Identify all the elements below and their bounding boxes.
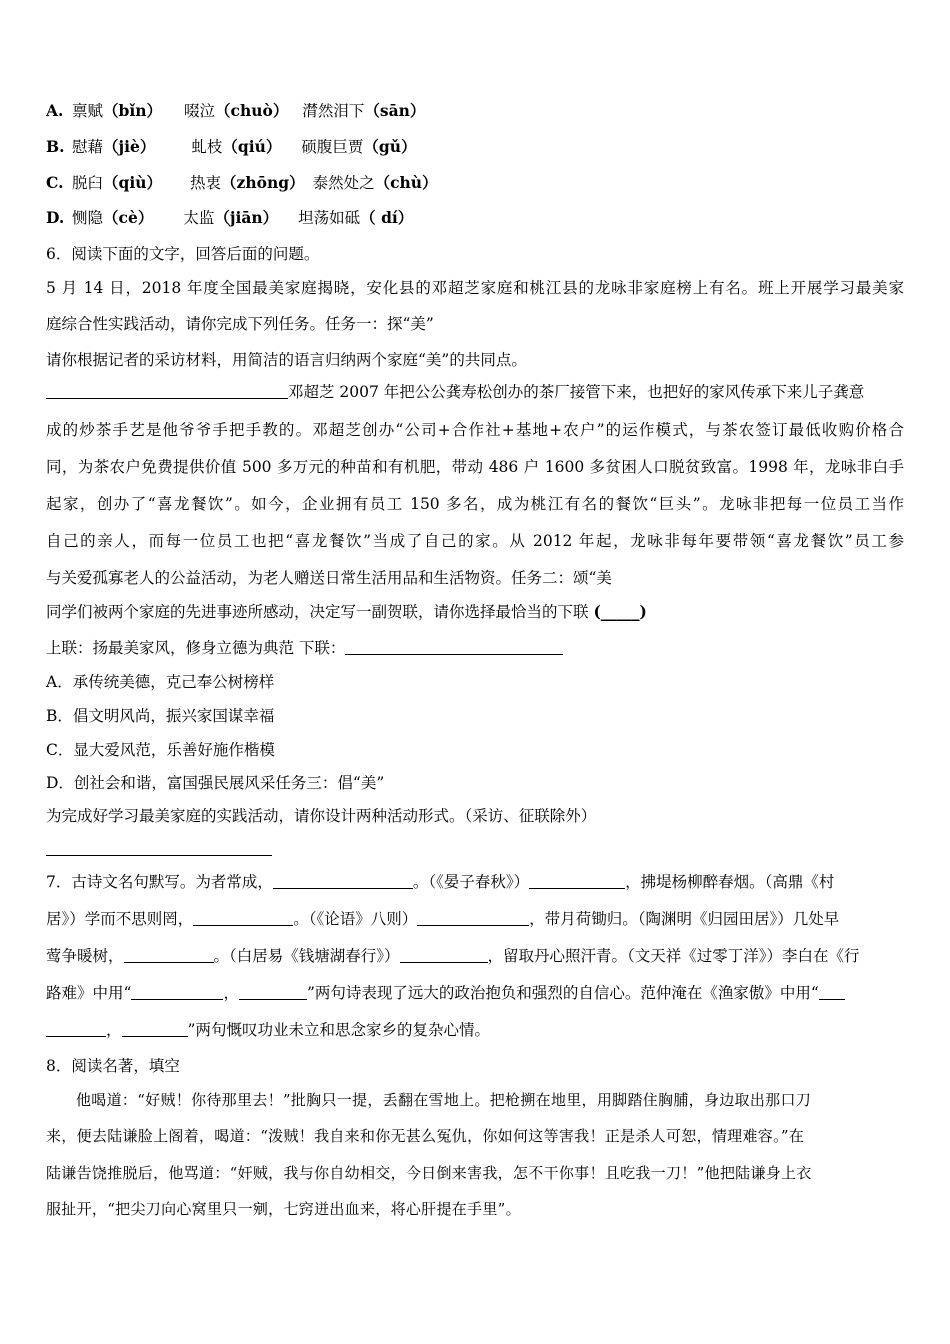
q6-line-2: 庭综合性实践活动，请你完成下列任务。任务一：探“美” [46, 315, 434, 333]
answer-blank[interactable] [131, 985, 223, 1000]
answer-blank[interactable] [46, 384, 288, 399]
q7-line-3: 莺争暖树， 。（白居易《钱塘湖春行》） ，留取丹心照汗青。（文天祥《过零丁洋》）李白在《行 [46, 947, 860, 965]
q6-line-5: 成的炒茶手艺是他爷爷手把手教的。邓超芝创办“公司+合作社+基地+农户”的运作模式，与茶农签订最低收购价格合 [46, 421, 904, 439]
answer-blank[interactable] [122, 1022, 188, 1037]
answer-blank[interactable] [46, 1022, 106, 1037]
q6-answer-line [46, 838, 272, 860]
answer-blank[interactable] [124, 948, 214, 963]
q6-line-1: 5 月 14 日，2018 年度全国最美家庭揭晓，安化县的邓超芝家庭和桃江县的龙咏非家庭榜上有名。班上开展学习最美家 [46, 279, 904, 297]
q6-title: 6．阅读下面的文字，回答后面的问题。 [46, 245, 320, 263]
answer-blank[interactable] [417, 911, 529, 926]
q6-line-4: 邓超芝 2007 年把公公龚寿松创办的茶厂接管下来，也把好的家风传承下来儿子龚意 [46, 381, 864, 403]
q7-line-1: 7．古诗文名句默写。为者常成， 。（《晏子春秋》） ，拂堤杨柳醉春烟。（高鼎《村 [46, 873, 835, 891]
q7-line-4: 路难》中用“ ， ”两句诗表现了远大的政治抱负和强烈的自信心。范仲淹在《渔家傲》中用“ [46, 982, 845, 1004]
q8-title: 8．阅读名著，填空 [46, 1057, 180, 1075]
q5-option-c: C. 脱臼（qiù） 热衷（zhōng） 泰然处之（chù） [46, 173, 438, 192]
q6-line-3: 请你根据记者的采访材料，用简洁的语言归纳两个家庭“美”的共同点。 [46, 351, 527, 369]
q6-option-d: D．创社会和谐，富国强民展风采任务三：倡“美” [46, 774, 385, 792]
answer-bracket[interactable]: (_____) [593, 602, 647, 621]
q8-passage-line-4: 服扯开，“把尖刀向心窝里只一剜，七窍迸出血来，将心肝提在手里”。 [46, 1200, 521, 1218]
answer-blank[interactable] [345, 640, 563, 655]
q8-passage-line-1: 他喝道：“好贼！你待那里去！”批胸只一提，丢翻在雪地上。把枪搠在地里，用脚踏住胸脯，身边取出那口刀 [76, 1091, 812, 1109]
answer-blank[interactable] [400, 948, 488, 963]
q5-option-b: B. 慰藉（jiè） 虬枝（qiú） 硕腹巨贾（gǔ） [46, 137, 417, 156]
answer-blank[interactable] [819, 985, 845, 1000]
q8-passage-line-2: 来，便去陆谦脸上阁着，喝道：“泼贼！我自来和你无甚么冤仇，你如何这等害我！正是杀人可恕，情理难容。”在 [46, 1127, 805, 1145]
q6-option-b: B．倡文明风尚，振兴家国谋幸福 [46, 707, 275, 725]
q6-line-12: 为完成好学习最美家庭的实践活动，请你设计两种活动形式。（采访、征联除外） [46, 807, 597, 825]
q6-line-10: 同学们被两个家庭的先进事迹所感动，决定写一副贺联，请你选择最恰当的下联 (_____) [46, 602, 647, 621]
q8-passage-line-3: 陆谦告饶推脱后，他骂道：“奸贼，我与你自幼相交，今日倒来害我，怎不干你事！且吃我一刀！”他把陆谦身上衣 [46, 1164, 812, 1182]
q5-option-d: D. 恻隐（cè） 太监（jiān） 坦荡如砥（ dí） [46, 208, 414, 227]
answer-blank[interactable] [239, 985, 307, 1000]
answer-blank[interactable] [273, 874, 413, 889]
q7-line-2: 居》）学而不思则罔， 。（《论语》八则） ，带月荷锄归。（陶渊明《归园田居》）几处早 [46, 910, 840, 928]
q6-line-8: 自己的亲人，而每一位员工也把“喜龙餐饮”当成了自己的家。从 2012 年起，龙咏非每年要带领“喜龙餐饮”员工参 [46, 532, 904, 550]
q7-line-5: ， ”两句慨叹功业未立和思念家乡的复杂心情。 [46, 1019, 490, 1041]
answer-blank[interactable] [46, 841, 272, 856]
answer-blank[interactable] [529, 874, 625, 889]
q6-line-6: 同，为茶农户免费提供价值 500 多万元的种苗和有机肥，带动 486 户 1600 多贫困人口脱贫致富。1998 年，龙咏非白手 [46, 458, 904, 476]
answer-blank[interactable] [193, 911, 293, 926]
q6-option-a: A．承传统美德，克己奉公树榜样 [46, 673, 275, 691]
q6-couplet: 上联：扬最美家风，修身立德为典范 下联： [46, 637, 563, 659]
q5-option-a: A. 禀赋（bǐn） 啜泣（chuò） 潸然泪下（sān） [46, 101, 426, 120]
q6-line-9: 与关爱孤寡老人的公益活动，为老人赠送日常生活用品和生活物资。任务二：颂“美 [46, 569, 612, 587]
q6-option-c: C．显大爱风范，乐善好施作楷模 [46, 741, 275, 759]
q6-line-7: 起家，创办了“喜龙餐饮”。如今，企业拥有员工 150 多名，成为桃江有名的餐饮“巨头”。龙咏非把每一位员工当作 [46, 495, 904, 513]
